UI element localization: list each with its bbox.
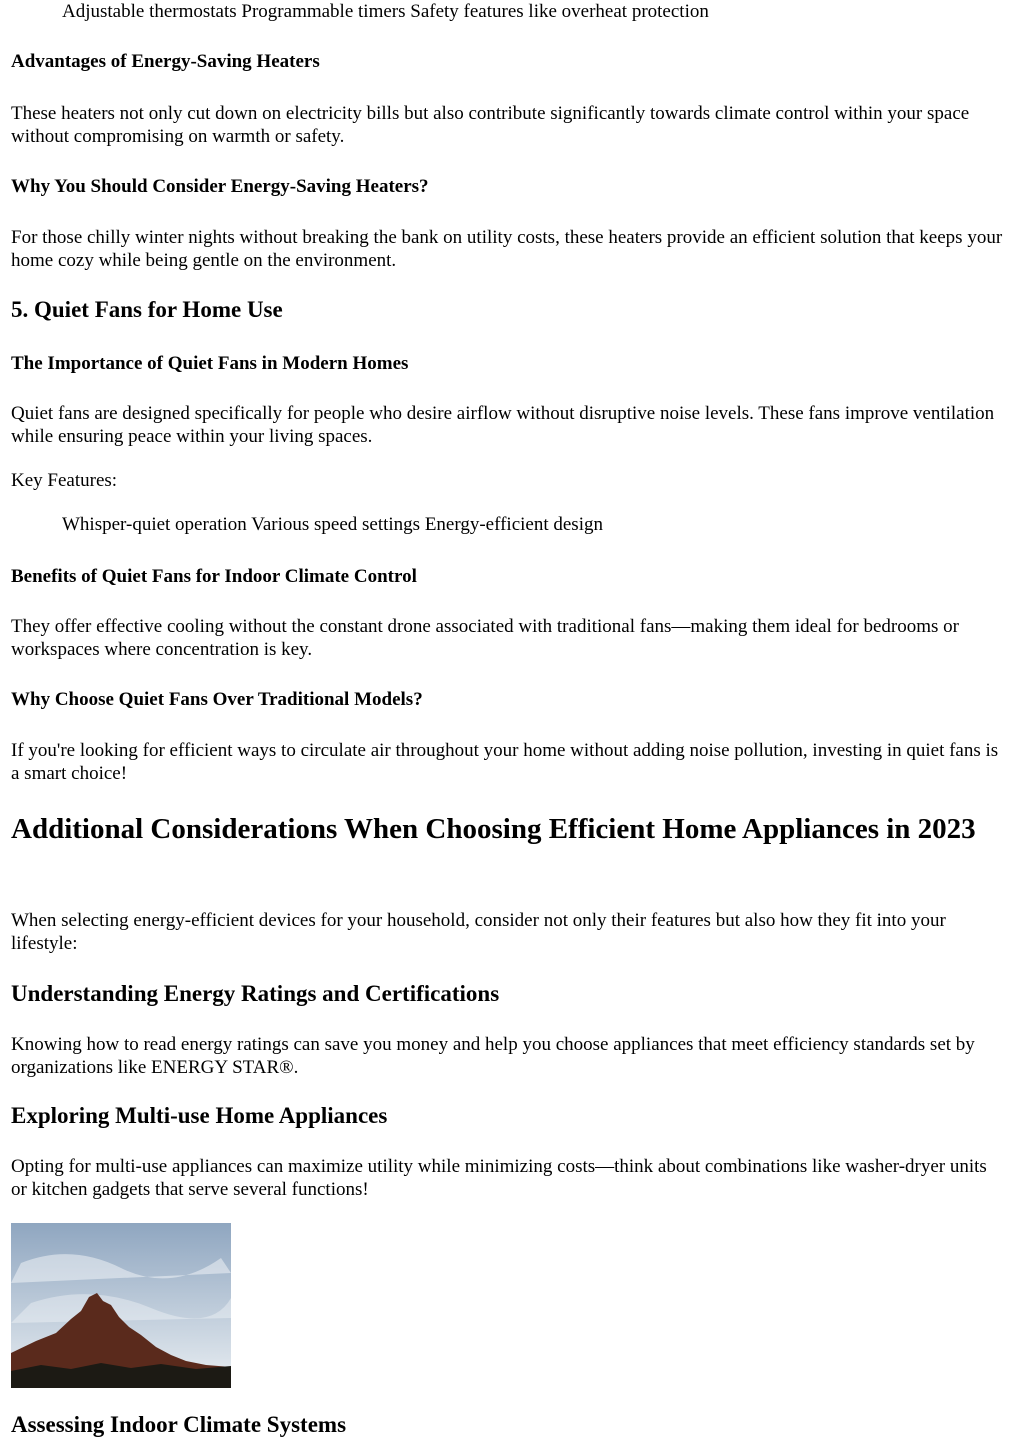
heaters-advantages-text: These heaters not only cut down on electricity bills but also contribute significantly towards climate control within your space without compromising on warmth or safety. bbox=[11, 103, 970, 147]
mountain-landscape-icon bbox=[11, 1223, 231, 1388]
heaters-why-heading: Why You Should Consider Energy-Saving Heaters? bbox=[11, 176, 429, 197]
heaters-advantages-heading: Advantages of Energy-Saving Heaters bbox=[11, 51, 320, 72]
additional-considerations-title: Additional Considerations When Choosing Efficient Home Appliances in 2023 bbox=[11, 813, 976, 845]
multiuse-heading: Exploring Multi-use Home Appliances bbox=[11, 1103, 388, 1128]
heaters-why-text: For those chilly winter nights without breaking the bank on utility costs, these heaters provide an efficient solution that keeps your home cozy while being gentle on the environment. bbox=[11, 227, 1003, 271]
fans-features-list: Whisper-quiet operation Various speed settings Energy-efficient design bbox=[62, 514, 603, 535]
energy-ratings-text: Knowing how to read energy ratings can save you money and help you choose appliances that meet efficiency standards set by organizations like ENERGY STAR®. bbox=[11, 1034, 975, 1078]
additional-intro-text: When selecting energy-efficient devices for your household, consider not only their features but also how they fit into your lifestyle: bbox=[11, 910, 946, 954]
fans-importance-text: Quiet fans are designed specifically for people who desire airflow without disruptive noise levels. These fans improve ventilation while ensuring peace within your living spaces. bbox=[11, 403, 995, 447]
fans-why-heading: Why Choose Quiet Fans Over Traditional Models? bbox=[11, 689, 423, 710]
mountain-landscape-image bbox=[11, 1223, 231, 1388]
key-features-label: Key Features: bbox=[11, 470, 118, 491]
heater-features-list: Adjustable thermostats Programmable timers Safety features like overheat protection bbox=[62, 1, 709, 22]
multiuse-text: Opting for multi-use appliances can maximize utility while minimizing costs—think about combinations like washer-dryer units or kitchen gadgets that serve several functions! bbox=[11, 1156, 987, 1200]
fans-benefits-heading: Benefits of Quiet Fans for Indoor Climate Control bbox=[11, 566, 417, 587]
fans-importance-heading: The Importance of Quiet Fans in Modern Homes bbox=[11, 353, 409, 374]
indoor-climate-heading: Assessing Indoor Climate Systems bbox=[11, 1412, 347, 1437]
fans-section-title: 5. Quiet Fans for Home Use bbox=[11, 297, 283, 322]
energy-ratings-heading: Understanding Energy Ratings and Certifications bbox=[11, 981, 500, 1006]
fans-why-text: If you're looking for efficient ways to circulate air throughout your home without adding noise pollution, investing in quiet fans is a smart choice! bbox=[11, 740, 999, 784]
fans-benefits-text: They offer effective cooling without the constant drone associated with traditional fans—making them ideal for bedrooms or workspaces where concentration is key. bbox=[11, 616, 959, 660]
